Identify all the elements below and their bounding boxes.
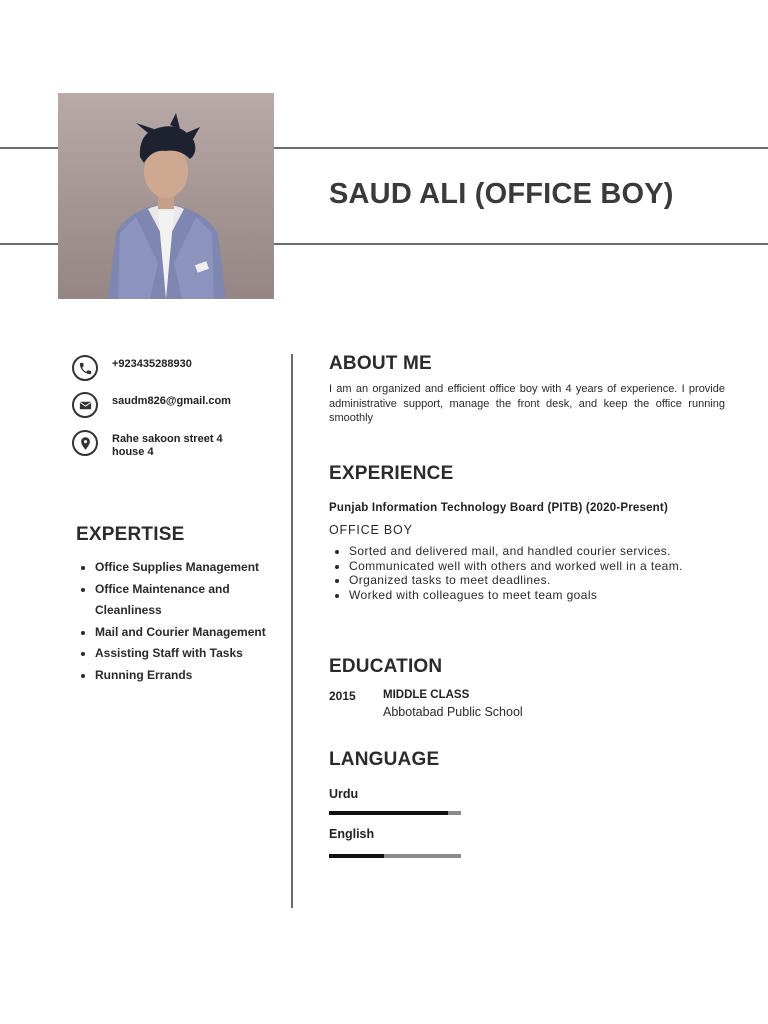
language-level-fill <box>329 854 384 858</box>
phone-number: +923435288930 <box>112 358 192 370</box>
list-item: • Worked with colleagues to meet team goals <box>349 588 743 603</box>
job-position: OFFICE BOY <box>329 523 413 537</box>
location-pin-icon <box>72 430 98 456</box>
list-item: • Running Errands <box>95 665 280 687</box>
email-address: saudm826@gmail.com <box>112 395 231 407</box>
column-divider <box>291 354 293 908</box>
phone-icon <box>72 355 98 381</box>
about-text: I am an organized and efficient office boy with 4 years of experience. I provide administrative support, manage the front desk, and keep the office running smoothly <box>329 383 725 424</box>
profile-photo <box>58 93 274 299</box>
company-name: Punjab Information Technology Board (PITB) (2020-Present) <box>329 502 668 514</box>
education-title: EDUCATION <box>329 656 443 677</box>
education-school: Abbotabad Public School <box>383 705 523 719</box>
contact-phone <box>72 355 242 381</box>
list-item: • Communicated well with others and worked well in a team. <box>349 559 743 574</box>
list-item: • Office Maintenance and Cleanliness <box>95 579 280 622</box>
language-level-fill <box>329 811 448 815</box>
education-degree: MIDDLE CLASS <box>383 689 470 701</box>
street-address: Rahe sakoon street 4 house 4 <box>112 433 223 458</box>
list-item: • Sorted and delivered mail, and handled courier services. <box>349 544 743 559</box>
list-item: • Assisting Staff with Tasks <box>95 643 280 665</box>
expertise-list <box>77 557 280 686</box>
list-item: • Organized tasks to meet deadlines. <box>349 573 743 588</box>
contact-address <box>72 430 232 459</box>
list-item: • Mail and Courier Management <box>95 622 280 644</box>
language-name: Urdu <box>329 787 359 801</box>
language-level-bar <box>329 811 461 815</box>
education-year: 2015 <box>329 689 356 703</box>
expertise-title: EXPERTISE <box>76 524 185 545</box>
about-title: ABOUT ME <box>329 353 432 374</box>
language-level-bar <box>329 854 461 858</box>
list-item: • Office Supplies Management <box>95 557 280 579</box>
mail-icon <box>72 392 98 418</box>
candidate-name: SAUD ALI (OFFICE BOY) <box>329 178 674 210</box>
experience-title: EXPERIENCE <box>329 463 454 484</box>
language-title: LANGUAGE <box>329 749 440 770</box>
duties-list <box>331 544 743 602</box>
profile-photo-illustration <box>58 93 274 299</box>
contact-email <box>72 392 242 418</box>
language-name: English <box>329 827 375 841</box>
